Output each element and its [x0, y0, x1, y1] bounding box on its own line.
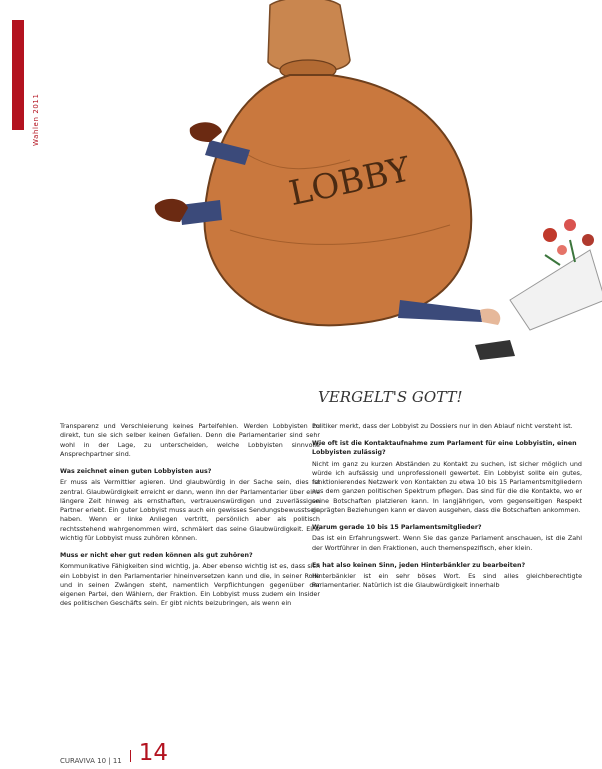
- footer-divider: [130, 750, 131, 762]
- question-heading: Es hat also keinen Sinn, jeden Hinterbänkler zu bearbeiten?: [312, 561, 526, 569]
- question-heading: Warum gerade 10 bis 15 Parlamentsmitglieder?: [312, 524, 482, 532]
- paragraph: Er muss als Vermittler agieren. Und glaubwürdig in der Sache sein, dies ist zentral. Glaubwürdigkeit erreicht er dann, wenn ihn der Parlamentarier über eine längere Zeit hinweg als ernsthaften, vertrauenswürdigen und zuverlässigen Partner erlebt. Ein guter Lobbyist muss auch ein gewisses Sendungsbewusstsein haben. Wenn er linke Anliegen vertritt, persönlich aber als politisch rechtsstehend wahrgenommen wird, schmälert das seine Glaubwürdigkeit. Eine wichtig für Lobbyist muss zuhören können.: [60, 478, 320, 542]
- paragraph: Das ist ein Erfahrungswert. Wenn Sie das ganze Parlament anschauen, ist die Zahl der Wortführer in den Fraktionen, auch themenspezifisch, eher klein.: [312, 534, 582, 552]
- paragraph: Hinterbänkler ist ein sehr böses Wort. Es sind alles gleichberechtigte Parlamentarier. Natürlich ist die Glaubwürdigkeit innerhalb: [312, 572, 582, 590]
- lobby-cartoon-illustration: [150, 0, 602, 420]
- flower: [564, 219, 576, 231]
- page-footer: [60, 742, 168, 765]
- right-column: [312, 422, 582, 599]
- question-heading: Was zeichnet einen guten Lobbyisten aus?: [60, 468, 212, 476]
- side-color-strip: [12, 20, 24, 130]
- paragraph: Kommunikative Fähigkeiten sind wichtig, ja. Aber ebenso wichtig ist es, dass sich ein Lobbyist in den Parlamentarier hineinversetzen kann und die, in seiner Rolle und in seinen Zwängen steht, namentlich Verpflichtungen gegenüber der eigenen Partei, den Wählern, der Fraktion. Ein Lobbyist muss zudem ein Insider des politischen Geschäfts sein. Er gibt nichts beizubringen, als wenn ein: [60, 562, 320, 608]
- cartoon-caption: VERGELT'S GOTT!: [318, 388, 463, 406]
- shoe-top: [190, 122, 222, 142]
- flower: [557, 245, 567, 255]
- paragraph: Nicht im ganz zu kurzen Abständen zu Kontakt zu suchen, ist sicher möglich und würde ich aufsässig und unprofessionell gewertet. Ein Lobbyist sollte ein gutes, funktionierendes Netzwerk von Kontakten zu etwa 10 bis 15 Parlamentsmitgliedern aus dem ganzen politischen Spektrum pflegen. Das sind für die die Kontakte, wo er seine Botschaften platzieren kann. In langjährigen, vom gegenseitigen Respekt geprägten Beziehungen kann er davon ausgehen, dass die Botschaften ankommen.: [312, 459, 582, 514]
- arm: [398, 300, 482, 322]
- question-heading: Wie oft ist die Kontaktaufnahme zum Parlament für eine Lobbyistin, einen Lobbyisten zulässig?: [312, 440, 577, 457]
- hand: [480, 309, 500, 325]
- flower: [543, 228, 557, 242]
- page-number: 14: [138, 740, 169, 766]
- question-heading: Muss er nicht eher gut reden können als gut zuhören?: [60, 552, 253, 560]
- sleeve-bottom: [475, 340, 515, 360]
- section-label: Wahlen 2011: [32, 93, 40, 146]
- left-column: [60, 422, 320, 617]
- flower: [582, 234, 594, 246]
- paragraph: Politiker merkt, dass der Lobbyist zu Dossiers nur in den Ablauf nicht versteht ist.: [312, 422, 573, 430]
- paragraph: Transparenz und Verschleierung keines Parteifehlen. Werden Lobbyisten zu direkt, tun sie sich selber keinen Gefallen. Denn die Parlamentarier sind sehr wohl in der Lage, zu unterscheiden, welche Lobbyisten sinnvolle Ansprechpartner sind.: [60, 422, 320, 458]
- magazine-issue: CURAVIVA 10 | 11: [60, 757, 122, 765]
- sack-lettering: LOBBY: [285, 149, 414, 215]
